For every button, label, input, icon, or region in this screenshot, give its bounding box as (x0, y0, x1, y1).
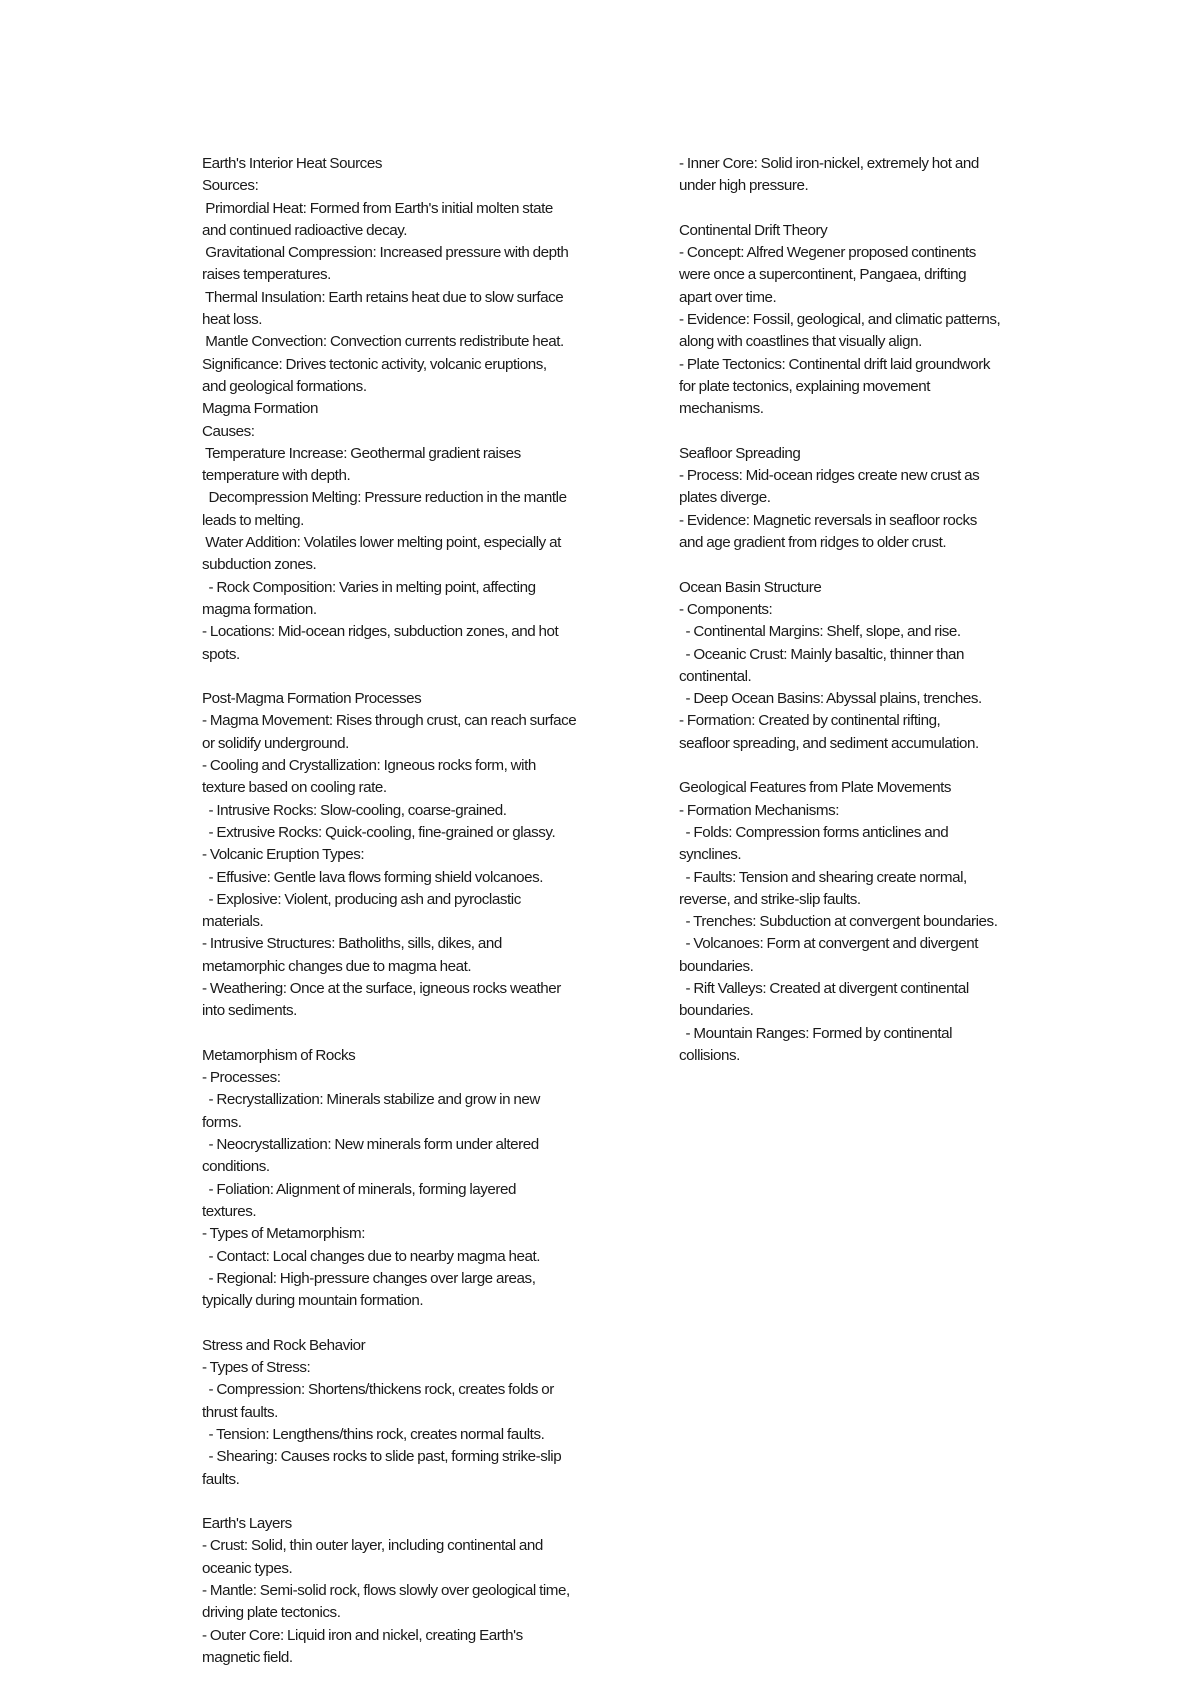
text-line: - Intrusive Structures: Batholiths, sills, dikes, and (202, 935, 502, 953)
text-line: - Rock Composition: Varies in melting point, affecting (202, 578, 536, 596)
text-line (202, 666, 652, 688)
text-line: - Volcanic Eruption Types: (202, 846, 365, 864)
text-line: Earth's Layers (202, 1515, 292, 1533)
text-line: boundaries. (679, 957, 754, 975)
text-line: - Foliation: Alignment of minerals, forming layered (202, 1180, 517, 1198)
text-line: boundaries. (679, 1002, 754, 1020)
text-line: - Types of Metamorphism: (202, 1225, 365, 1243)
text-line: spots. (202, 645, 240, 663)
text-line (202, 1491, 652, 1513)
text-line: Continental Drift Theory (679, 221, 828, 239)
text-line: - Volcanoes: Form at convergent and divergent (679, 935, 979, 953)
text-line: - Plate Tectonics: Continental drift laid groundwork (679, 355, 990, 373)
text-line: - Mountain Ranges: Formed by continental (679, 1024, 953, 1042)
text-line: mechanisms. (679, 400, 764, 418)
text-line: metamorphic changes due to magma heat. (202, 957, 472, 975)
text-line: Geological Features from Plate Movements (679, 779, 952, 797)
text-line: magma formation. (202, 600, 317, 618)
text-line: - Shearing: Causes rocks to slide past, forming strike-slip (202, 1448, 562, 1466)
text-line: apart over time. (679, 288, 777, 306)
text-line: collisions. (679, 1046, 740, 1064)
text-line: Temperature Increase: Geothermal gradient raises (202, 444, 521, 462)
text-line: Water Addition: Volatiles lower melting point, especially at (202, 534, 561, 552)
text-line: - Contact: Local changes due to nearby magma heat. (202, 1247, 541, 1265)
text-line: - Continental Margins: Shelf, slope, and rise. (679, 623, 961, 641)
text-line: synclines. (679, 846, 742, 864)
text-line: - Evidence: Magnetic reversals in seafloor rocks (679, 511, 977, 529)
text-line: Seafloor Spreading (679, 444, 801, 462)
text-line: - Recrystallization: Minerals stabilize and grow in new (202, 1091, 540, 1109)
text-line (679, 755, 1079, 777)
text-line: heat loss. (202, 311, 263, 329)
text-line: - Evidence: Fossil, geological, and climatic patterns, (679, 311, 1001, 329)
text-line: textures. (202, 1202, 257, 1220)
text-line: - Explosive: Violent, producing ash and pyroclastic (202, 890, 521, 908)
text-line: Mantle Convection: Convection currents redistribute heat. (202, 333, 564, 351)
text-line: Metamorphism of Rocks (202, 1046, 356, 1064)
text-line: - Magma Movement: Rises through crust, can reach surface (202, 712, 577, 730)
text-line: - Tension: Lengthens/thins rock, creates normal faults. (202, 1425, 545, 1443)
text-line: - Locations: Mid-ocean ridges, subduction zones, and hot (202, 623, 559, 641)
text-line: - Intrusive Rocks: Slow-cooling, coarse-grained. (202, 801, 507, 819)
text-line: - Extrusive Rocks: Quick-cooling, fine-grained or glassy. (202, 823, 556, 841)
text-line: - Process: Mid-ocean ridges create new crust as (679, 467, 980, 485)
text-line: forms. (202, 1113, 242, 1131)
text-line: and age gradient from ridges to older crust. (679, 534, 947, 552)
text-line: typically during mountain formation. (202, 1292, 424, 1310)
text-line: oceanic types. (202, 1559, 293, 1577)
text-line: - Folds: Compression forms anticlines and (679, 823, 949, 841)
text-line: Gravitational Compression: Increased pressure with depth (202, 244, 569, 262)
text-line (202, 1312, 652, 1334)
text-line: under high pressure. (679, 177, 809, 195)
text-line: materials. (202, 913, 264, 931)
text-line: raises temperatures. (202, 266, 331, 284)
text-line: plates diverge. (679, 489, 771, 507)
text-line: Sources: (202, 177, 259, 195)
text-line: - Trenches: Subduction at convergent boundaries. (679, 913, 998, 931)
text-line: faults. (202, 1470, 240, 1488)
text-line (679, 198, 1079, 220)
text-line: - Cooling and Crystallization: Igneous rocks form, with (202, 757, 536, 775)
text-line: Decompression Melting: Pressure reduction in the mantle (202, 489, 567, 507)
text-line: - Components: (679, 600, 773, 618)
text-line: texture based on cooling rate. (202, 779, 387, 797)
text-line: were once a supercontinent, Pangaea, drifting (679, 266, 967, 284)
text-line (679, 554, 1079, 576)
text-line: - Inner Core: Solid iron-nickel, extremely hot and (679, 155, 979, 172)
text-line: Significance: Drives tectonic activity, volcanic eruptions, (202, 355, 547, 373)
text-line: Causes: (202, 422, 255, 440)
text-line: - Weathering: Once at the surface, igneous rocks weather (202, 979, 561, 997)
text-line (679, 421, 1079, 443)
text-line: - Regional: High-pressure changes over large areas, (202, 1269, 536, 1287)
text-line: - Faults: Tension and shearing create normal, (679, 868, 967, 886)
text-line: seafloor spreading, and sediment accumulation. (679, 734, 979, 752)
text-line: and continued radioactive decay. (202, 221, 408, 239)
text-line: magnetic field. (202, 1648, 293, 1666)
text-line (202, 1023, 652, 1045)
text-line: - Compression: Shortens/thickens rock, creates folds or (202, 1381, 554, 1399)
text-line: - Processes: (202, 1069, 281, 1087)
text-line: - Formation Mechanisms: (679, 801, 839, 819)
text-line: along with coastlines that visually align. (679, 333, 922, 351)
text-line: into sediments. (202, 1002, 297, 1020)
text-line: and geological formations. (202, 377, 367, 395)
text-line: or solidify underground. (202, 734, 349, 752)
text-line: - Mantle: Semi-solid rock, flows slowly over geological time, (202, 1582, 570, 1599)
text-line: - Types of Stress: (202, 1359, 311, 1377)
text-line: - Concept: Alfred Wegener proposed continents (679, 244, 976, 262)
text-line: - Crust: Solid, thin outer layer, including continental and (202, 1537, 543, 1555)
text-line: thrust faults. (202, 1403, 278, 1421)
text-line: for plate tectonics, explaining movement (679, 377, 930, 395)
text-line: driving plate tectonics. (202, 1604, 341, 1622)
text-line: temperature with depth. (202, 467, 351, 485)
text-line: subduction zones. (202, 556, 317, 574)
text-line: Post-Magma Formation Processes (202, 690, 422, 708)
text-line: - Deep Ocean Basins: Abyssal plains, trenches. (679, 690, 982, 708)
text-line: Magma Formation (202, 400, 318, 418)
text-line: - Neocrystallization: New minerals form under altered (202, 1136, 539, 1154)
text-line: leads to melting. (202, 511, 304, 529)
text-line: continental. (679, 667, 752, 685)
text-line: - Rift Valleys: Created at divergent continental (679, 979, 969, 997)
text-line: - Oceanic Crust: Mainly basaltic, thinner than (679, 645, 965, 663)
text-line: Stress and Rock Behavior (202, 1336, 366, 1354)
text-line: - Outer Core: Liquid iron and nickel, creating Earth's (202, 1626, 523, 1644)
text-line: Thermal Insulation: Earth retains heat due to slow surface (202, 288, 564, 306)
right-text-column (679, 153, 1079, 1067)
text-line: conditions. (202, 1158, 270, 1176)
text-line: reverse, and strike-slip faults. (679, 890, 861, 908)
text-line: Ocean Basin Structure (679, 578, 822, 596)
text-line: - Formation: Created by continental rifting, (679, 712, 941, 730)
left-text-column (202, 153, 652, 1669)
text-line: - Effusive: Gentle lava flows forming shield volcanoes. (202, 868, 543, 886)
text-line: Earth's Interior Heat Sources (202, 155, 382, 172)
text-line: Primordial Heat: Formed from Earth's initial molten state (202, 199, 553, 217)
